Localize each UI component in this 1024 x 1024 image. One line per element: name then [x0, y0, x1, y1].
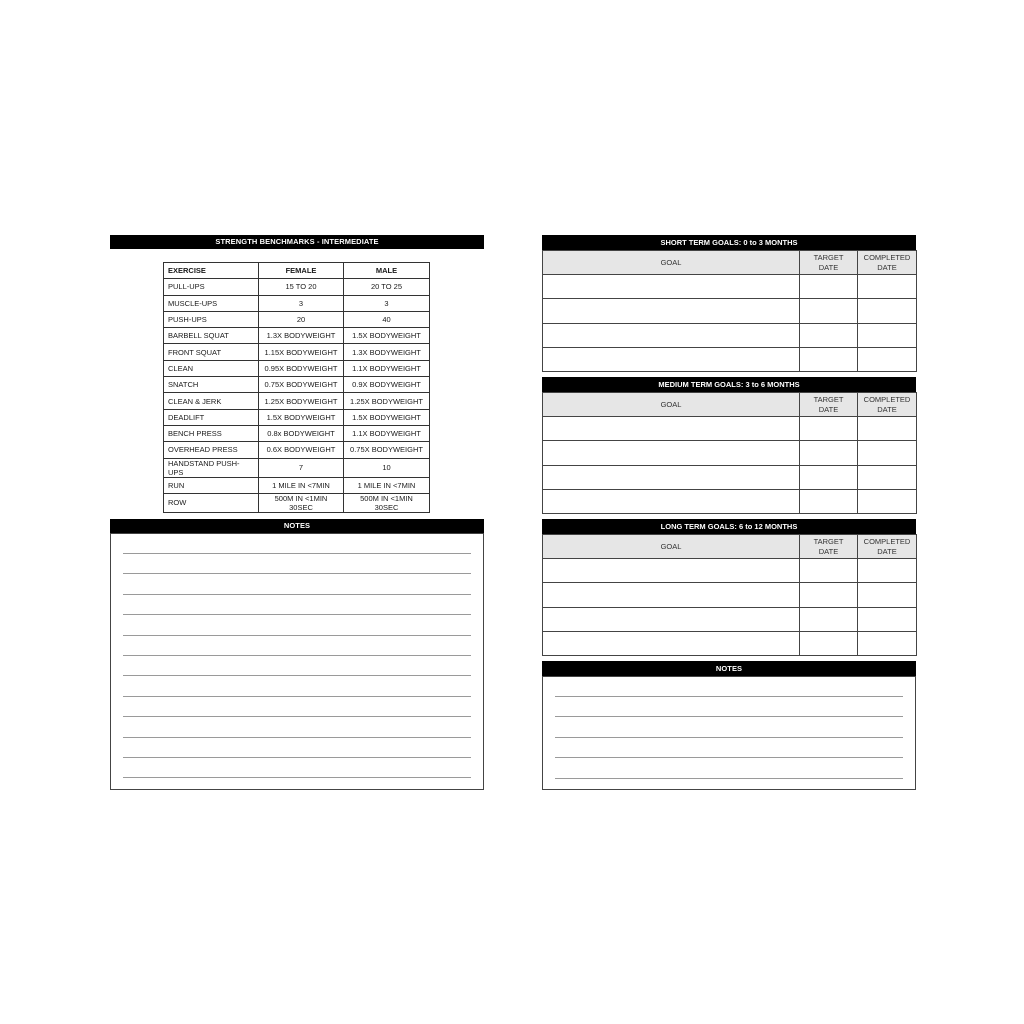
- goal-entry-cell[interactable]: [543, 417, 800, 441]
- goal-entry-cell[interactable]: [543, 299, 800, 323]
- completed-date-cell[interactable]: [858, 275, 917, 299]
- completed-date-cell[interactable]: [858, 299, 917, 323]
- female-cell: 500M IN <1MIN 30SEC: [259, 493, 344, 512]
- target-date-cell[interactable]: [800, 441, 858, 465]
- female-cell: 0.75X BODYWEIGHT: [259, 377, 344, 393]
- notes-area-left[interactable]: [110, 533, 484, 790]
- goal-row: [543, 559, 917, 583]
- goal-section: [542, 377, 916, 514]
- goal-header-row: [543, 393, 917, 417]
- target-date-cell[interactable]: [800, 631, 858, 655]
- female-cell: 20: [259, 311, 344, 327]
- target-date-column-header: [800, 251, 858, 275]
- ruled-line: [123, 737, 471, 738]
- completed-label: COMPLETED: [863, 252, 911, 262]
- goal-column-label: GOAL: [660, 399, 682, 409]
- female-cell: 1.15X BODYWEIGHT: [259, 344, 344, 360]
- goal-entry-cell[interactable]: [543, 441, 800, 465]
- table-row: [164, 477, 430, 493]
- male-cell: 1.5X BODYWEIGHT: [344, 328, 430, 344]
- target-date-column-header: [800, 393, 858, 417]
- target-label: TARGET: [813, 252, 844, 262]
- goal-row: [543, 489, 917, 513]
- goal-entry-cell[interactable]: [543, 465, 800, 489]
- goal-column-header: [543, 251, 800, 275]
- completed-label: COMPLETED: [863, 536, 911, 546]
- target-date-cell[interactable]: [800, 583, 858, 607]
- exercise-cell: DEADLIFT: [164, 409, 259, 425]
- target-date-cell[interactable]: [800, 417, 858, 441]
- goal-entry-cell[interactable]: [543, 559, 800, 583]
- goal-entry-cell[interactable]: [543, 323, 800, 347]
- male-cell: 1.3X BODYWEIGHT: [344, 344, 430, 360]
- male-cell: 3: [344, 295, 430, 311]
- exercise-cell: FRONT SQUAT: [164, 344, 259, 360]
- table-row: [164, 344, 430, 360]
- header-female: FEMALE: [259, 263, 344, 279]
- male-cell: 1 MILE IN <7MIN: [344, 477, 430, 493]
- ruled-line: [123, 696, 471, 697]
- male-cell: 500M IN <1MIN 30SEC: [344, 493, 430, 512]
- target-label: TARGET: [813, 394, 844, 404]
- header-exercise: EXERCISE: [164, 263, 259, 279]
- goal-row: [543, 631, 917, 655]
- goal-row: [543, 607, 917, 631]
- target-label: TARGET: [813, 536, 844, 546]
- goal-column-label: GOAL: [660, 257, 682, 267]
- completed-date-column-header: [858, 251, 917, 275]
- header-male: MALE: [344, 263, 430, 279]
- ruled-line: [555, 696, 903, 697]
- completed-label: COMPLETED: [863, 394, 911, 404]
- female-cell: 1.25X BODYWEIGHT: [259, 393, 344, 409]
- completed-date-cell[interactable]: [858, 607, 917, 631]
- completed-date-cell[interactable]: [858, 465, 917, 489]
- ruled-line: [123, 594, 471, 595]
- goal-column-header: [543, 535, 800, 559]
- ruled-line: [555, 757, 903, 758]
- completed-date-cell[interactable]: [858, 417, 917, 441]
- table-row: [164, 377, 430, 393]
- ruled-line: [123, 757, 471, 758]
- completed-date-cell[interactable]: [858, 347, 917, 371]
- female-cell: 1 MILE IN <7MIN: [259, 477, 344, 493]
- female-cell: 1.3X BODYWEIGHT: [259, 328, 344, 344]
- completed-date-cell[interactable]: [858, 583, 917, 607]
- completed-date-cell[interactable]: [858, 441, 917, 465]
- notes-title-bar-right: [542, 661, 916, 676]
- ruled-line: [123, 675, 471, 676]
- exercise-cell: OVERHEAD PRESS: [164, 442, 259, 458]
- exercise-cell: HANDSTAND PUSH-UPS: [164, 458, 259, 477]
- male-cell: 1.1X BODYWEIGHT: [344, 425, 430, 441]
- target-date-cell[interactable]: [800, 465, 858, 489]
- goal-entry-cell[interactable]: [543, 631, 800, 655]
- ruled-line: [123, 777, 471, 778]
- table-row: [164, 328, 430, 344]
- table-row: [164, 393, 430, 409]
- notes-area-right[interactable]: [542, 676, 916, 790]
- goal-row: [543, 299, 917, 323]
- male-cell: 10: [344, 458, 430, 477]
- goal-entry-cell[interactable]: [543, 607, 800, 631]
- exercise-cell: PULL-UPS: [164, 279, 259, 295]
- table-row: [164, 493, 430, 512]
- goal-row: [543, 441, 917, 465]
- goal-header-row: [543, 251, 917, 275]
- goal-entry-cell[interactable]: [543, 275, 800, 299]
- goal-section-title-text: MEDIUM TERM GOALS: 3 to 6 MONTHS: [658, 380, 800, 389]
- completed-date-cell[interactable]: [858, 323, 917, 347]
- goal-section: [542, 235, 916, 372]
- benchmarks-header-row: [164, 263, 430, 279]
- female-cell: 0.6X BODYWEIGHT: [259, 442, 344, 458]
- goal-section-title: [542, 519, 916, 534]
- goal-entry-cell[interactable]: [543, 583, 800, 607]
- goal-table: [542, 534, 917, 656]
- goal-section-title-text: LONG TERM GOALS: 6 to 12 MONTHS: [660, 522, 798, 531]
- goal-row: [543, 583, 917, 607]
- goal-section-title: [542, 377, 916, 392]
- goal-section-title: [542, 235, 916, 250]
- exercise-cell: PUSH-UPS: [164, 311, 259, 327]
- goal-entry-cell[interactable]: [543, 489, 800, 513]
- target-date-cell[interactable]: [800, 323, 858, 347]
- table-row: [164, 409, 430, 425]
- goal-row: [543, 417, 917, 441]
- exercise-cell: CLEAN: [164, 360, 259, 376]
- exercise-cell: RUN: [164, 477, 259, 493]
- exercise-cell: BENCH PRESS: [164, 425, 259, 441]
- goal-row: [543, 323, 917, 347]
- target-date-cell[interactable]: [800, 299, 858, 323]
- goal-row: [543, 465, 917, 489]
- table-row: [164, 458, 430, 477]
- table-row: [164, 311, 430, 327]
- goal-row: [543, 275, 917, 299]
- completed-date-column-header: [858, 393, 917, 417]
- exercise-cell: SNATCH: [164, 377, 259, 393]
- target-date-label: DATE: [818, 404, 839, 414]
- goal-header-row: [543, 535, 917, 559]
- completed-date-column-header: [858, 535, 917, 559]
- female-cell: 1.5X BODYWEIGHT: [259, 409, 344, 425]
- ruled-line: [123, 635, 471, 636]
- target-date-cell[interactable]: [800, 275, 858, 299]
- target-date-cell[interactable]: [800, 559, 858, 583]
- goal-section-title-text: SHORT TERM GOALS: 0 to 3 MONTHS: [660, 238, 798, 247]
- male-cell: 1.1X BODYWEIGHT: [344, 360, 430, 376]
- table-row: [164, 425, 430, 441]
- ruled-line: [123, 614, 471, 615]
- ruled-line: [555, 716, 903, 717]
- table-row: [164, 295, 430, 311]
- exercise-cell: BARBELL SQUAT: [164, 328, 259, 344]
- target-date-label: DATE: [818, 546, 839, 556]
- table-row: [164, 442, 430, 458]
- goal-section: [542, 519, 916, 656]
- completed-date-cell[interactable]: [858, 489, 917, 513]
- female-cell: 15 TO 20: [259, 279, 344, 295]
- goal-column-header: [543, 393, 800, 417]
- target-date-label: DATE: [818, 262, 839, 272]
- notes-title-right: NOTES: [715, 664, 743, 673]
- male-cell: 0.75X BODYWEIGHT: [344, 442, 430, 458]
- ruled-line: [123, 716, 471, 717]
- goal-entry-cell[interactable]: [543, 347, 800, 371]
- male-cell: 1.25X BODYWEIGHT: [344, 393, 430, 409]
- table-row: [164, 279, 430, 295]
- female-cell: 7: [259, 458, 344, 477]
- ruled-line: [555, 778, 903, 779]
- notes-title-left: NOTES: [283, 521, 311, 530]
- ruled-line: [123, 553, 471, 554]
- male-cell: 20 TO 25: [344, 279, 430, 295]
- target-date-cell[interactable]: [800, 607, 858, 631]
- target-date-cell[interactable]: [800, 489, 858, 513]
- female-cell: 0.95X BODYWEIGHT: [259, 360, 344, 376]
- male-cell: 40: [344, 311, 430, 327]
- benchmarks-table: [163, 262, 430, 513]
- benchmarks-title-bar: [110, 235, 484, 249]
- female-cell: 3: [259, 295, 344, 311]
- goal-column-label: GOAL: [660, 541, 682, 551]
- target-date-column-header: [800, 535, 858, 559]
- exercise-cell: CLEAN & JERK: [164, 393, 259, 409]
- completed-date-cell[interactable]: [858, 631, 917, 655]
- benchmarks-title: STRENGTH BENCHMARKS - INTERMEDIATE: [215, 237, 379, 246]
- completed-date-label: DATE: [877, 546, 897, 556]
- male-cell: 1.5X BODYWEIGHT: [344, 409, 430, 425]
- completed-date-label: DATE: [877, 404, 897, 414]
- ruled-line: [123, 573, 471, 574]
- ruled-line: [555, 737, 903, 738]
- notes-title-bar-left: [110, 519, 484, 533]
- goal-row: [543, 347, 917, 371]
- female-cell: 0.8x BODYWEIGHT: [259, 425, 344, 441]
- target-date-cell[interactable]: [800, 347, 858, 371]
- goal-table: [542, 392, 917, 514]
- completed-date-cell[interactable]: [858, 559, 917, 583]
- completed-date-label: DATE: [877, 262, 897, 272]
- exercise-cell: ROW: [164, 493, 259, 512]
- ruled-line: [123, 655, 471, 656]
- male-cell: 0.9X BODYWEIGHT: [344, 377, 430, 393]
- goal-table: [542, 250, 917, 372]
- table-row: [164, 360, 430, 376]
- exercise-cell: MUSCLE-UPS: [164, 295, 259, 311]
